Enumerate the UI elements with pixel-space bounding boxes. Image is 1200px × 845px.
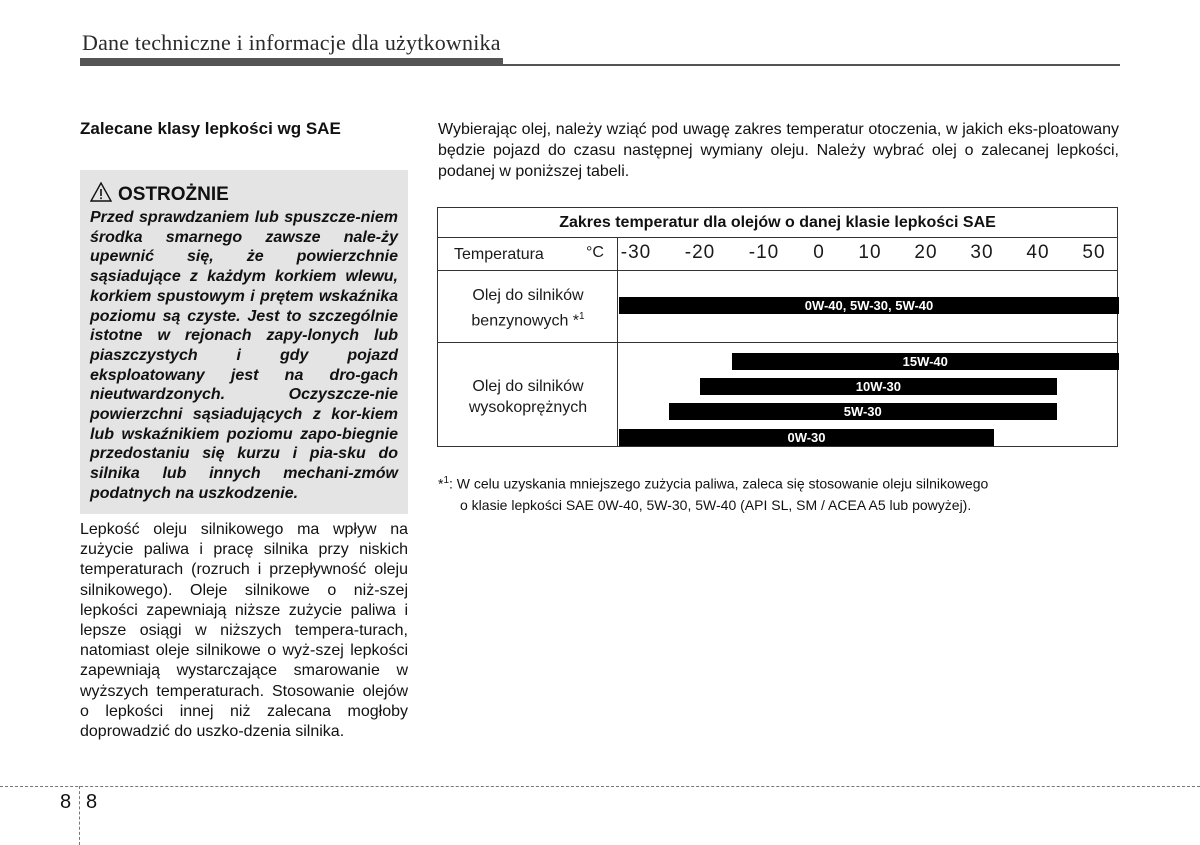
viscosity-bar: 15W-40 (732, 353, 1120, 370)
table-title: Zakres temperatur dla olejów o danej klasie lepkości SAE (438, 208, 1117, 238)
page-header-title: Dane techniczne i informacje dla użytkownika (82, 30, 501, 55)
viscosity-bar: 0W-30 (619, 429, 994, 446)
temperature-label: Temperatura (454, 246, 544, 263)
row-label-petrol (438, 285, 618, 331)
footer-dashed-rule (0, 786, 1200, 787)
temperature-tick-label: -30 (620, 242, 652, 263)
footnote-line2: o klasie lepkości SAE 0W-40, 5W-30, 5W-40 (API SL, SM / ACEA A5 lub powyżej). (460, 496, 972, 513)
temperature-tick-label: -10 (748, 242, 780, 263)
viscosity-table (437, 207, 1118, 447)
warning-triangle-icon (90, 182, 112, 207)
viscosity-bar: 5W-30 (669, 403, 1057, 420)
temperature-tick-label: 10 (858, 242, 882, 263)
table-rule (438, 270, 1117, 271)
caution-header (90, 182, 229, 207)
temperature-tick-label: 50 (1082, 242, 1106, 263)
body-text-left: Lepkość oleju silnikowego ma wpływ na zużycie paliwa i pracę silnika przy niskich temperaturach (rozruch i przepływność oleju silnikowego). Oleje silnikowe o niż-szej lepkości zapewniają niższe zużycie paliwa i lepsze osiągi w niższych tempera-turach, natomiast oleje silnikowe o wyż-szej lepkości zapewniają wystarczające smarowanie w wyższych temperaturach. Stosowanie olejów o lepkości innej niż zalecana mogłoby doprowadzić do uszko-dzenia silnika. (80, 521, 408, 741)
temperature-tick-label: -20 (684, 242, 716, 263)
viscosity-bar: 10W-30 (700, 378, 1056, 395)
caution-box (80, 170, 408, 514)
page-number: 8 (86, 791, 98, 813)
footer-dashed-divider (79, 786, 80, 845)
temperature-tick-label: 40 (1026, 242, 1050, 263)
row-label-petrol-line1: Olej do silników (472, 287, 584, 304)
footnote (438, 470, 1120, 516)
temperature-tick-label: 30 (970, 242, 994, 263)
chapter-number: 8 (60, 791, 72, 813)
section-title: Zalecane klasy lepkości wg SAE (80, 119, 341, 138)
row-label-diesel-line1: Olej do silników (472, 378, 584, 395)
temperature-tick-label: 0 (813, 242, 825, 263)
caution-text: Przed sprawdzaniem lub spuszcze-niem środka smarnego zawsze nale-ży upewnić się, że powierzchnie sąsiadujące z każdym korkiem wlewu, korkiem spustowym i prętem wskaźnika poziomu są czyste. Jest to szczególnie istotne w rejonach zapy-lonych lub piaszczystych i gdy pojazd eksploatowany jest na dro-gach nieutwardzonych. Oczyszcze-nie powierzchni sąsiadujących z kor-kiem lub wskaźnikiem poziomu zapo-biegnie przedostaniu się kurzu i pia-sku do silnika lub innych mechani-zmów podatnych na uszkodzenie. (90, 209, 398, 502)
temperature-unit: °C (586, 244, 604, 261)
table-rule (438, 342, 1117, 343)
caution-title: OSTROŻNIE (118, 183, 229, 205)
row-label-diesel-line2: wysokoprężnych (468, 399, 588, 416)
temperature-tick-label: 20 (914, 242, 938, 263)
footnote-line1: *$^1$: W celu uzyskania mniejszego zużycia paliwa, zaleca się stosowanie oleju silnikowego (438, 475, 989, 492)
row-label-petrol-line2: benzynowych *$^1$ (471, 311, 585, 330)
body-text-intro: Wybierając olej, należy wziąć pod uwagę zakres temperatur otoczenia, w jakich eks-ploatowany będzie pojazd do czasu następnej wymiany oleju. Należy wybrać olej o zalecanej lepkości, podanej w poniższej tabeli. (438, 121, 1119, 180)
row-label-diesel (438, 376, 618, 418)
viscosity-bar: 0W-40, 5W-30, 5W-40 (619, 297, 1119, 314)
header-rule-thin (80, 64, 1120, 66)
